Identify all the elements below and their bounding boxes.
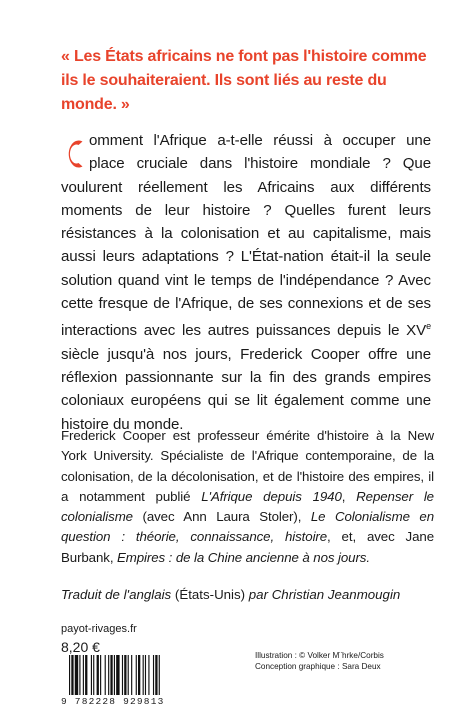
bio-text: , et, avec Jane Burbank,: [61, 529, 434, 565]
barcode-bar: [79, 655, 80, 695]
barcode-bar: [85, 655, 87, 695]
barcode-bar: [114, 655, 115, 695]
barcode-bar: [153, 655, 154, 695]
design-credit: Conception graphique : Sara Deux: [255, 662, 381, 671]
barcode-bar: [122, 655, 123, 695]
century-superscript: e: [426, 321, 431, 332]
barcode-bar: [116, 655, 119, 695]
publisher-website: payot-rivages.fr: [61, 623, 137, 635]
barcode-bar: [83, 655, 84, 695]
barcode-bar: [159, 655, 160, 695]
translation-language: (États-Unis): [174, 587, 246, 602]
barcode-bar: [124, 655, 126, 695]
bio-text: Frederick Cooper est professeur émérite d'histoire à la New York University. Spécialiste de l'Afrique contemporaine, de la colonisation, de la décolonisation, et de l'histoire des empires, il a notamment publié: [61, 428, 434, 504]
synopsis-text-end: siècle jusqu'à nos jours, Frederick Cooper offre une réflexion passionnante sur la fin des grands empires coloniaux européens qui se lit également comme une histoire du monde.: [61, 345, 431, 433]
barcode-bar: [145, 655, 146, 695]
barcode-bar: [105, 655, 106, 695]
book-title: L'Afrique depuis 1940: [201, 488, 342, 504]
isbn-barcode: [61, 655, 201, 707]
barcode-bar: [143, 655, 144, 695]
barcode-bar: [148, 655, 149, 695]
book-title: Repenser le colonialisme: [61, 488, 434, 525]
barcode-bar: [91, 655, 92, 695]
synopsis-paragraph: [61, 129, 431, 436]
barcode-bar: [136, 655, 137, 695]
author-bio: [61, 426, 434, 568]
book-title: Empires : de la Chine ancienne à nos jours.: [117, 549, 370, 565]
translation-prefix: Traduit de l'anglais: [61, 587, 175, 602]
bio-text: ,: [341, 488, 357, 504]
price-label: 8,20 €: [61, 639, 100, 655]
isbn-number: 9 782228 929813: [61, 696, 165, 707]
barcode-bar: [97, 655, 99, 695]
barcode-bar: [138, 655, 140, 695]
barcode-bar: [155, 655, 157, 695]
barcode-bar: [110, 655, 112, 695]
bio-text: (avec Ann Laura Stoler),: [132, 509, 311, 525]
barcode-bar: [75, 655, 78, 695]
barcode-bars: [61, 655, 201, 697]
illustration-credit: Illustration : © Volker M¨hrke/Corbis: [255, 651, 384, 660]
barcode-bar: [100, 655, 101, 695]
translation-translator: par Christian Jeanmougin: [245, 587, 401, 602]
barcode-bar: [128, 655, 129, 695]
drop-cap-c: [61, 134, 86, 174]
translation-credit: [61, 585, 434, 605]
barcode-bar: [93, 655, 94, 695]
barcode-bar: [71, 655, 73, 695]
book-title: Le Colonialisme en question : théorie, connaissance, histoire: [61, 509, 434, 545]
pull-quote: « Les États africains ne font pas l'histoire comme ils le souhaiteraient. Ils sont liés au reste du monde. »: [61, 48, 427, 113]
barcode-bar: [69, 655, 70, 695]
synopsis-text-start: omment l'Afrique a-t-elle réussi à occuper une place cruciale dans l'histoire mondiale ? Que voulurent réellement les Africains aux différents moments de leur histoire ? Quelles furent leurs résistances à la colonisation et au capitalisme, mais aussi leurs adaptations ? L'État-nation était-il la seule solution quand vint le temps de l'indépendance ? Avec cette fresque de l'Afrique, de ses connexions et de ses interactions avec les autres puissances depuis le XV: [61, 132, 431, 340]
barcode-bar: [131, 655, 132, 695]
cover-credits: [255, 650, 440, 672]
barcode-bar: [108, 655, 109, 695]
